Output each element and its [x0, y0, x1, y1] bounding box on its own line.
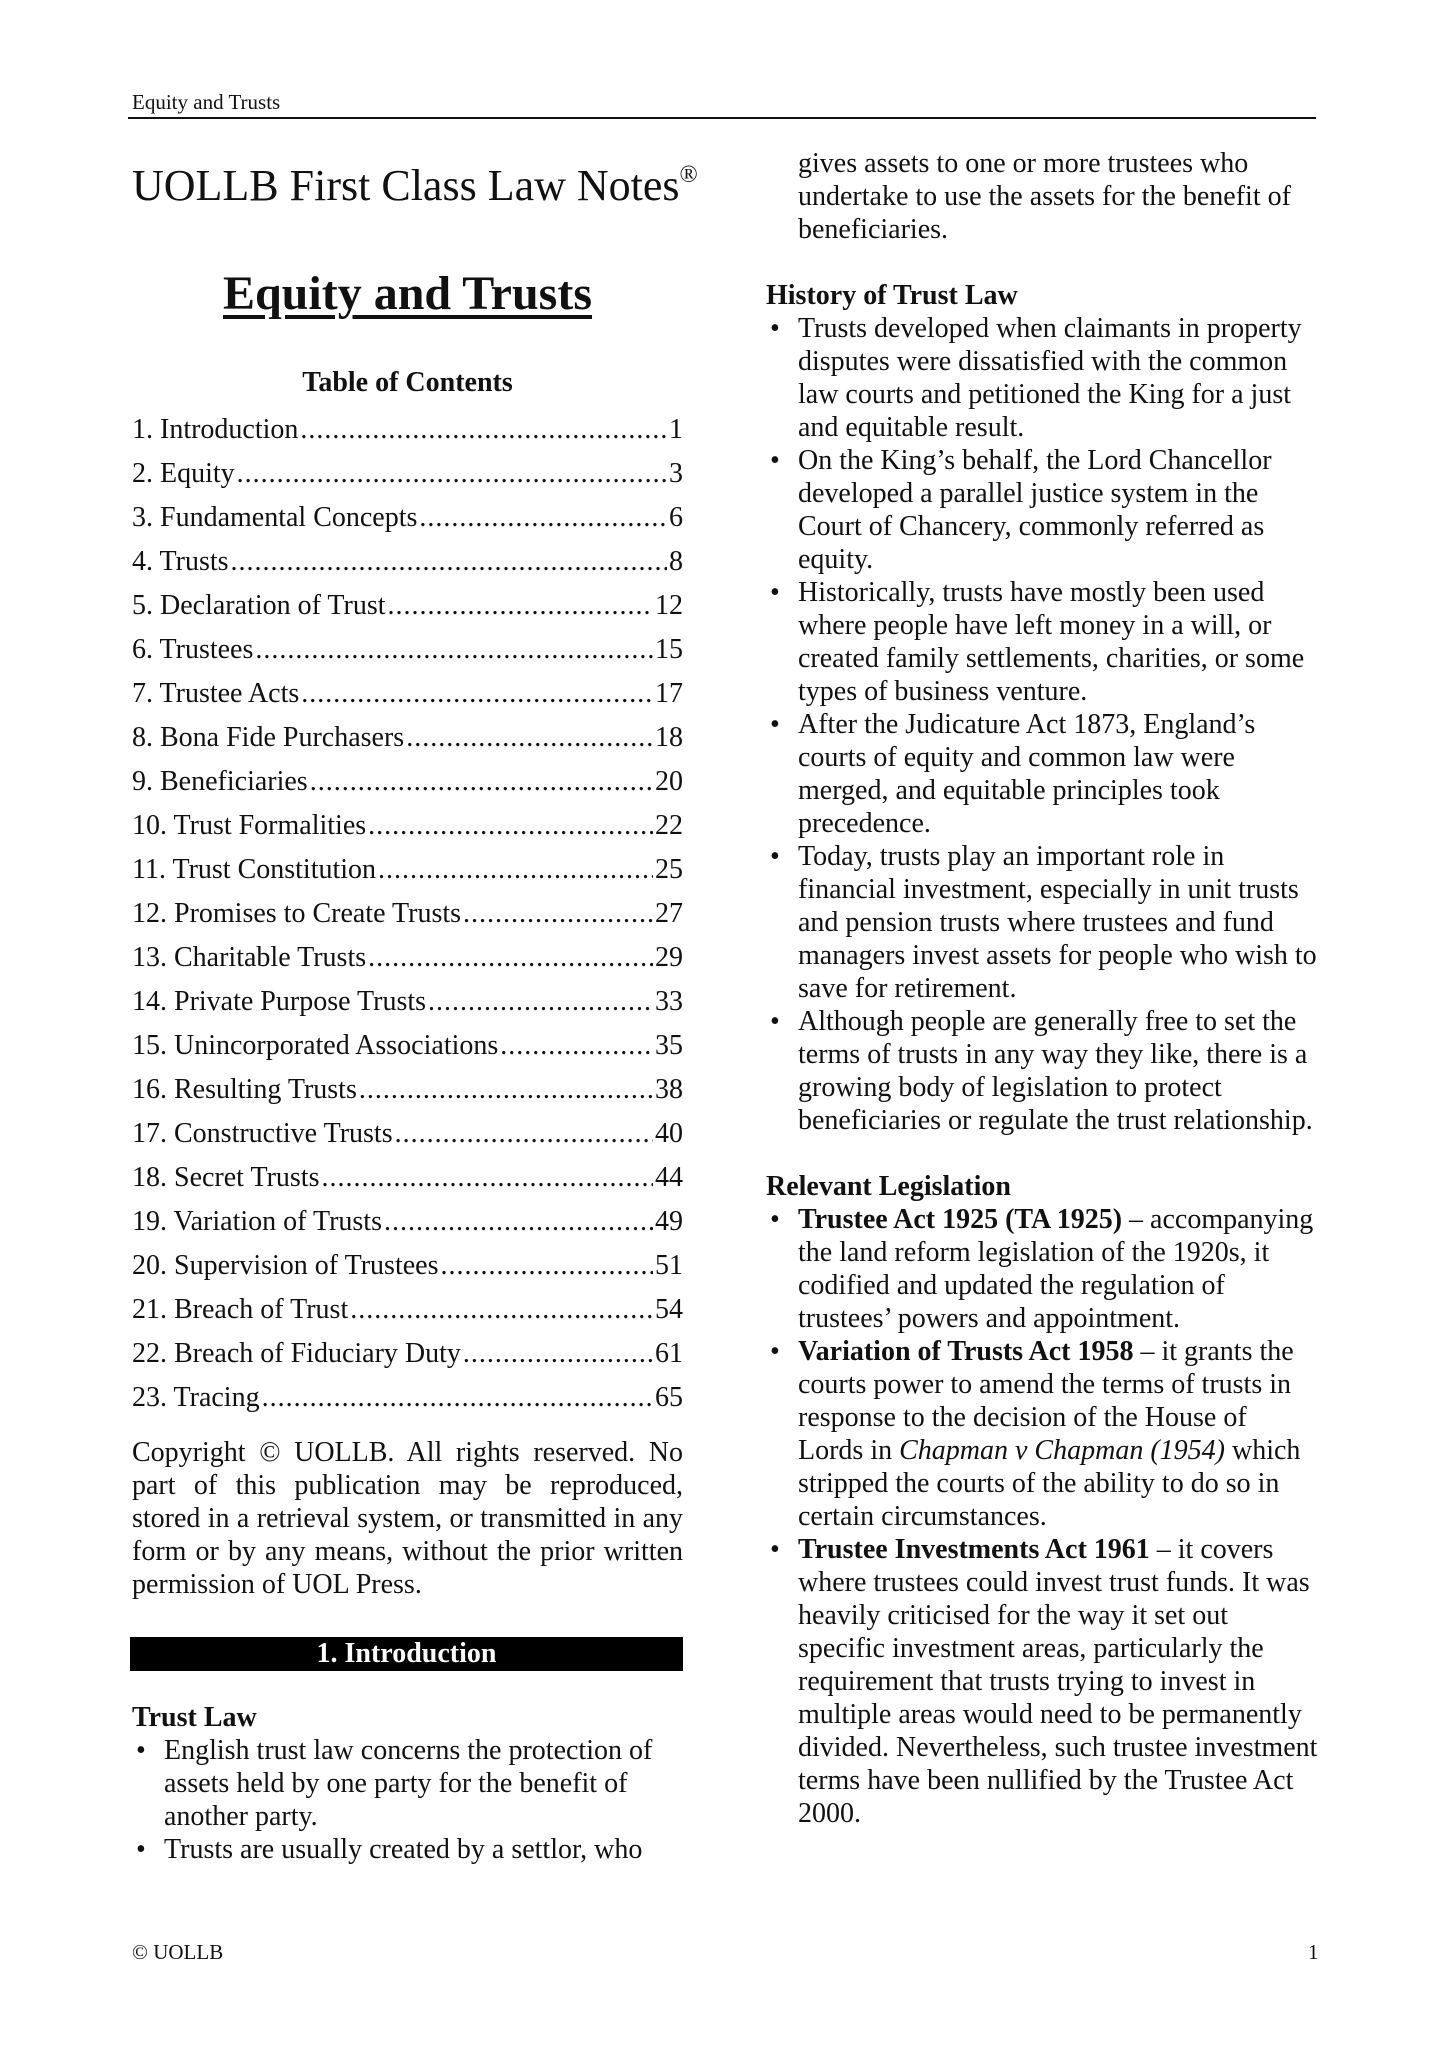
toc-entry[interactable]	[132, 980, 683, 1024]
toc-entry[interactable]	[132, 1332, 683, 1376]
bullet-icon: •	[770, 841, 780, 872]
toc-entry[interactable]	[132, 1244, 683, 1288]
toc-label: 8. Bona Fide Purchasers	[132, 722, 405, 753]
header-divider	[128, 117, 1316, 119]
bullet-icon: •	[136, 1834, 146, 1865]
toc-label: 2. Equity	[132, 458, 235, 489]
document-title	[132, 264, 683, 324]
list-item-text: – it covers where trustees could invest trust funds. It was heavily criticised for the way it set out specific investment areas, particularly the requirement that trusts trying to invest in multiple areas would need to be permanently divided. Nevertheless, such trustee investment terms have been nullified by the Trustee Act 2000.	[798, 1534, 1318, 1829]
toc-entry[interactable]	[132, 540, 683, 584]
bullet-icon: •	[770, 1006, 780, 1037]
history-list	[766, 312, 1318, 1137]
toc-entry[interactable]	[132, 1024, 683, 1068]
list-item-text: After the Judicature Act 1873, England’s courts of equity and common law were merged, and equitable principles took precedence.	[798, 709, 1256, 839]
toc-entry[interactable]	[132, 452, 683, 496]
toc-page: 38	[655, 1074, 683, 1105]
toc-page: 35	[655, 1030, 683, 1061]
toc-entry[interactable]	[132, 584, 683, 628]
right-column	[766, 147, 1318, 1830]
list-item-text: Today, trusts play an important role in financial investment, especially in unit trusts and pension trusts where trustees and fund managers invest assets for people who wish to save for retirement.	[798, 841, 1317, 1004]
toc-page: 29	[655, 942, 683, 973]
brand-title	[132, 158, 698, 214]
toc-page: 33	[655, 986, 683, 1017]
toc-page: 61	[655, 1338, 683, 1369]
toc-page: 65	[655, 1382, 683, 1413]
bullet-icon: •	[136, 1735, 146, 1766]
toc-leader	[255, 628, 653, 672]
toc-page: 22	[655, 810, 683, 841]
page-number: 1	[1308, 1940, 1319, 1964]
toc-page: 12	[655, 590, 683, 621]
list-item	[766, 444, 1318, 576]
toc-page: 25	[655, 854, 683, 885]
list-item	[766, 312, 1318, 444]
toc-page: 49	[655, 1206, 683, 1237]
toc-leader	[368, 936, 653, 980]
toc-label: 20. Supervision of Trustees	[132, 1250, 439, 1281]
subheading-history: History of Trust Law	[766, 280, 1018, 311]
toc-label: 1. Introduction	[132, 414, 299, 445]
toc-leader	[359, 1068, 653, 1112]
case-citation: Chapman v Chapman (1954)	[899, 1435, 1225, 1466]
toc-entry[interactable]	[132, 628, 683, 672]
brand-title-text: UOLLB First Class Law Notes	[132, 161, 680, 210]
toc-page: 20	[655, 766, 683, 797]
list-item	[766, 1005, 1318, 1137]
bullet-icon: •	[770, 709, 780, 740]
list-item	[132, 1734, 683, 1833]
toc-leader	[406, 716, 653, 760]
toc-label: 13. Charitable Trusts	[132, 942, 367, 973]
bullet-icon: •	[770, 1204, 780, 1235]
section-heading-introduction: 1. Introduction	[130, 1637, 683, 1671]
act-name: Trustee Investments Act 1961	[798, 1534, 1150, 1565]
toc-page: 3	[669, 458, 683, 489]
table-of-contents	[132, 408, 683, 1420]
toc-label: 18. Secret Trusts	[132, 1162, 320, 1193]
document-title-text: Equity and Trusts	[222, 267, 593, 320]
bullet-icon: •	[770, 1534, 780, 1565]
toc-page: 1	[669, 414, 683, 445]
subheading-legislation: Relevant Legislation	[766, 1171, 1011, 1202]
toc-label: 5. Declaration of Trust	[132, 590, 386, 621]
toc-entry[interactable]	[132, 1156, 683, 1200]
toc-label: 7. Trustee Acts	[132, 678, 300, 709]
bullet-icon: •	[770, 445, 780, 476]
toc-entry[interactable]	[132, 892, 683, 936]
bullet-icon: •	[770, 313, 780, 344]
list-item-text: Historically, trusts have mostly been used where people have left money in a will, or created family settlements, charities, or some types of business venture.	[798, 577, 1305, 707]
toc-leader	[300, 408, 667, 452]
copyright-notice: Copyright © UOLLB. All rights reserved. No part of this publication may be reproduced, stored in a retrieval system, or transmitted in any form or by any means, without the prior written permission of UOL Press.	[132, 1437, 683, 1600]
bullet-icon: •	[770, 1336, 780, 1367]
toc-label: 6. Trustees	[132, 634, 254, 665]
toc-entry[interactable]	[132, 1200, 683, 1244]
toc-leader	[368, 804, 653, 848]
toc-leader	[350, 1288, 653, 1332]
toc-leader	[384, 1200, 653, 1244]
toc-page: 18	[655, 722, 683, 753]
toc-leader	[440, 1244, 653, 1288]
toc-page: 6	[669, 502, 683, 533]
footer-copyright: © UOLLB	[132, 1940, 224, 1964]
list-item-text: which stripped the courts of the ability to do so in certain circumstances.	[798, 1435, 1301, 1532]
toc-leader	[301, 672, 653, 716]
toc-entry[interactable]	[132, 1288, 683, 1332]
toc-entry[interactable]	[132, 848, 683, 892]
list-item-text: Although people are generally free to set the terms of trusts in any way they like, there is a growing body of legislation to protect beneficiaries or regulate the trust relationship.	[798, 1006, 1313, 1136]
act-name: Variation of Trusts Act 1958	[798, 1336, 1134, 1367]
toc-leader	[237, 452, 667, 496]
toc-label: 3. Fundamental Concepts	[132, 502, 418, 533]
registered-mark: ®	[679, 162, 698, 188]
toc-entry[interactable]	[132, 672, 683, 716]
toc-page: 17	[655, 678, 683, 709]
act-name: Trustee Act 1925 (TA 1925)	[798, 1204, 1123, 1235]
toc-title: Table of Contents	[302, 367, 513, 398]
toc-entry[interactable]	[132, 1068, 683, 1112]
list-item-text: Trusts developed when claimants in property disputes were dissatisfied with the common law courts and petitioned the King for a just and equitable result.	[798, 313, 1302, 443]
toc-label: 9. Beneficiaries	[132, 766, 308, 797]
toc-leader	[463, 1332, 653, 1376]
list-item	[766, 708, 1318, 840]
legislation-list	[766, 1203, 1318, 1830]
toc-leader	[395, 1112, 653, 1156]
list-item	[766, 576, 1318, 708]
toc-entry[interactable]	[132, 716, 683, 760]
list-item	[766, 1533, 1318, 1830]
toc-entry[interactable]	[132, 1376, 683, 1420]
toc-label: 17. Constructive Trusts	[132, 1118, 393, 1149]
list-item	[766, 1203, 1318, 1335]
toc-page: 44	[655, 1162, 683, 1193]
toc-label: 16. Resulting Trusts	[132, 1074, 357, 1105]
toc-label: 15. Unincorporated Associations	[132, 1030, 499, 1061]
toc-label: 19. Variation of Trusts	[132, 1206, 382, 1237]
toc-page: 15	[655, 634, 683, 665]
toc-leader	[231, 540, 667, 584]
list-item-text: On the King’s behalf, the Lord Chancellor developed a parallel justice system in the Court of Chancery, commonly referred as equity.	[798, 445, 1272, 575]
toc-leader	[388, 584, 653, 628]
list-item-text: – it grants the courts power to amend the terms of trusts in response to the decision of the House of Lords in	[798, 1336, 1294, 1466]
list-item-continuation: gives assets to one or more trustees who undertake to use the assets for the benefit of beneficiaries.	[798, 148, 1291, 245]
toc-page: 8	[669, 546, 683, 577]
toc-entry[interactable]	[132, 496, 683, 540]
toc-page: 54	[655, 1294, 683, 1325]
toc-page: 27	[655, 898, 683, 929]
bullet-icon: •	[770, 577, 780, 608]
toc-entry[interactable]	[132, 936, 683, 980]
toc-page: 51	[655, 1250, 683, 1281]
toc-page: 40	[655, 1118, 683, 1149]
running-header: Equity and Trusts	[132, 90, 281, 114]
trust-law-list	[132, 1734, 683, 1866]
toc-entry[interactable]	[132, 408, 683, 452]
left-column	[132, 158, 698, 1866]
toc-entry[interactable]	[132, 1112, 683, 1156]
toc-leader	[419, 496, 667, 540]
toc-label: 23. Tracing	[132, 1382, 260, 1413]
toc-leader	[310, 760, 653, 804]
subheading-trust-law: Trust Law	[132, 1702, 257, 1733]
toc-label: 4. Trusts	[132, 546, 229, 577]
toc-label: 12. Promises to Create Trusts	[132, 898, 462, 929]
toc-label: 22. Breach of Fiduciary Duty	[132, 1338, 461, 1369]
list-item-text: English trust law concerns the protection of assets held by one party for the benefit of another party.	[164, 1735, 653, 1832]
toc-label: 10. Trust Formalities	[132, 810, 367, 841]
list-item-text: Trusts are usually created by a settlor, who	[164, 1834, 643, 1865]
toc-leader	[428, 980, 653, 1024]
toc-leader	[500, 1024, 653, 1068]
toc-leader	[463, 892, 653, 936]
toc-entry[interactable]	[132, 804, 683, 848]
toc-leader	[378, 848, 653, 892]
list-item	[132, 1833, 683, 1866]
toc-label: 21. Breach of Trust	[132, 1294, 349, 1325]
toc-label: 11. Trust Constitution	[132, 854, 377, 885]
list-item	[766, 840, 1318, 1005]
toc-leader	[321, 1156, 653, 1200]
toc-label: 14. Private Purpose Trusts	[132, 986, 427, 1017]
toc-entry[interactable]	[132, 760, 683, 804]
list-item	[766, 1335, 1318, 1533]
list-item-text: – accompanying the land reform legislation of the 1920s, it codified and updated the regulation of trustees’ powers and appointment.	[798, 1204, 1314, 1334]
toc-leader	[262, 1376, 653, 1420]
